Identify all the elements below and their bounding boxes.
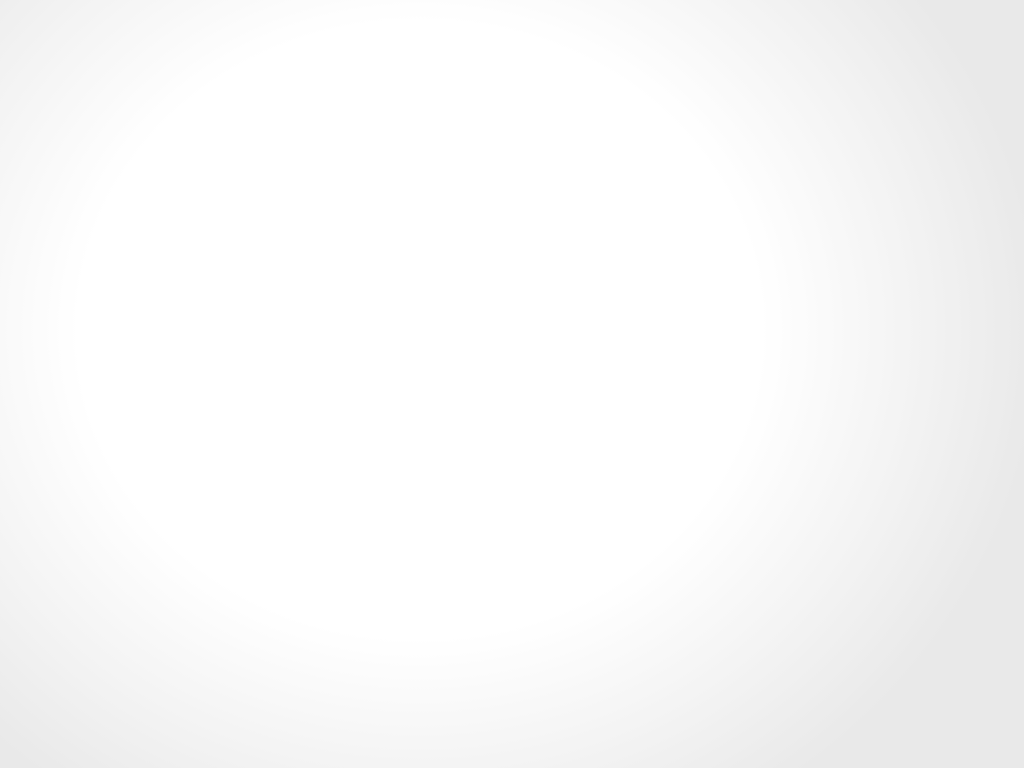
bullet-list	[72, 186, 902, 194]
side-bar-bottom	[948, 692, 1024, 768]
side-bar-top	[948, 0, 1024, 614]
decorative-side-bar	[948, 0, 1024, 768]
side-bar-accent	[948, 614, 1024, 692]
